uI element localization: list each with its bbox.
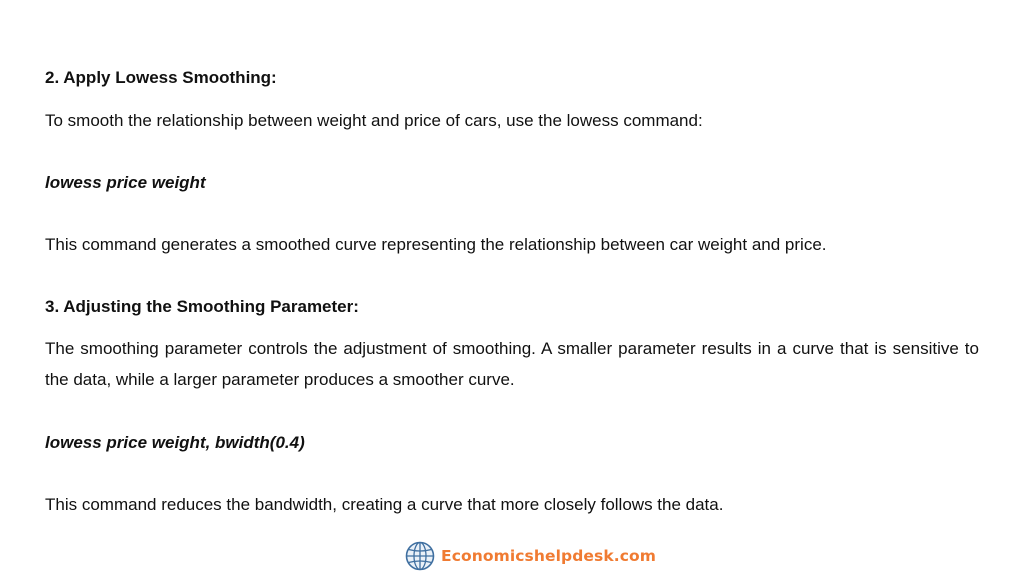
section-heading-lowess: 2. Apply Lowess Smoothing: — [45, 68, 277, 87]
footer-brand-text: Economicshelpdesk.com — [441, 547, 657, 565]
globe-icon — [405, 541, 435, 571]
section-heading-smoothing-parameter: 3. Adjusting the Smoothing Parameter: — [45, 297, 359, 316]
bwidth-description-text: This command reduces the bandwidth, creating a curve that more closely follows the data. — [45, 495, 724, 514]
lowess-intro-text: To smooth the relationship between weight and price of cars, use the lowess command: — [45, 111, 703, 130]
bwidth-command: lowess price weight, bwidth(0.4) — [45, 433, 305, 452]
lowess-description-text: This command generates a smoothed curve representing the relationship between car weight and price. — [45, 235, 827, 254]
smoothing-parameter-paragraph: The smoothing parameter controls the adjustment of smoothing. A smaller parameter results in a curve that is sensitive to the data, while a larger parameter produces a smoother curve. — [45, 339, 979, 389]
lowess-command: lowess price weight — [45, 173, 206, 192]
footer-logo — [405, 540, 656, 572]
